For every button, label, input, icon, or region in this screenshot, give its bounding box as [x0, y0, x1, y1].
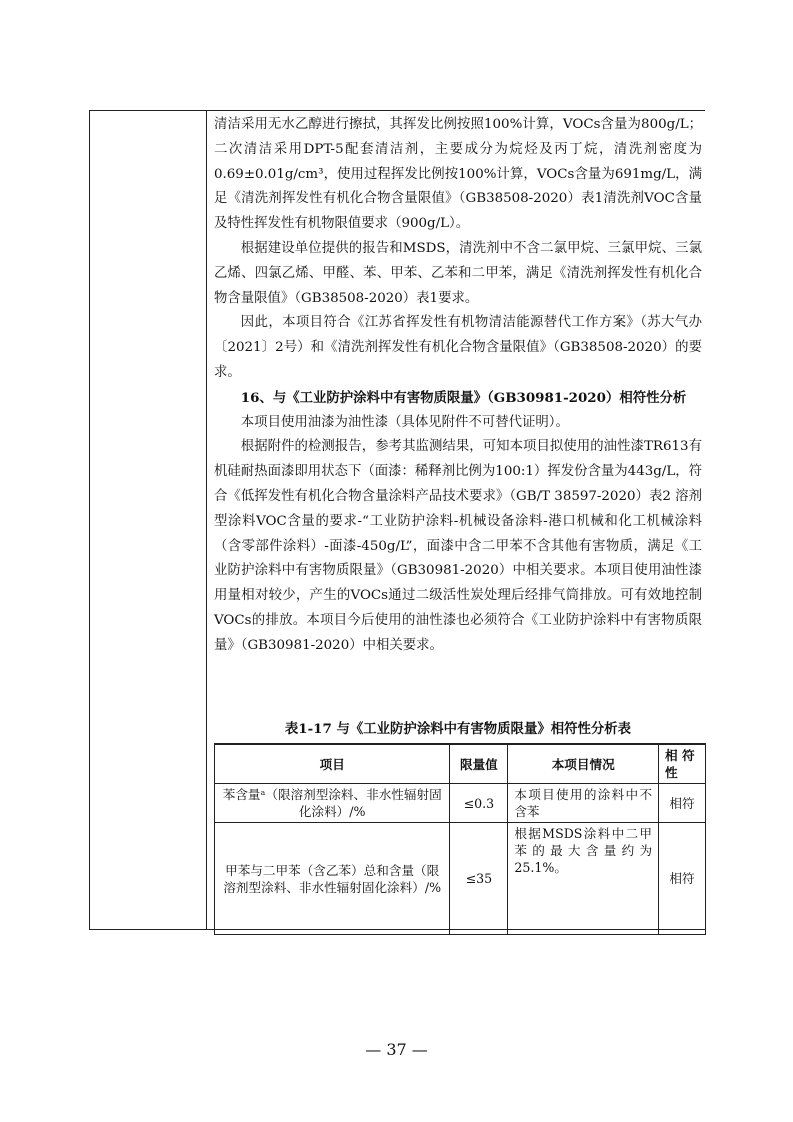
- paragraph-4: 本项目使用油漆为油性漆（具体见附件不可替代证明）。: [240, 414, 569, 430]
- cell-item: 甲苯与二甲苯（含乙苯）总和含量（限溶剂型涂料、非水性辐射固化涂料）/%: [215, 823, 450, 935]
- paragraph-2: 根据建设单位提供的报告和MSDS，清洗剂中不含二氯甲烷、三氯甲烷、三氯乙烯、四氯乙烯、甲醛、苯、甲苯、乙苯和二甲苯，满足《清洗剂挥发性有机化合物含量限值》（GB38508-2020）表1要求。: [214, 240, 702, 306]
- cell-situation: 本项目使用的涂料中不含苯: [508, 784, 659, 823]
- header-situation: 本项目情况: [508, 744, 659, 784]
- compliance-table: [214, 743, 706, 935]
- table-row: [215, 784, 706, 823]
- header-limit: 限量值: [450, 744, 508, 784]
- page-number: — 37 —: [365, 1040, 428, 1059]
- cell-limit: ≤0.3: [450, 784, 508, 823]
- header-item: 项目: [215, 744, 450, 784]
- header-conform: 相 符性: [659, 744, 706, 784]
- paragraph-3: 因此，本项目符合《江苏省挥发性有机物清洁能源替代工作方案》（苏大气办〔2021〕2号）和《清洗剂挥发性有机化合物含量限值》（GB38508-2020）的要求。: [214, 315, 702, 380]
- table-header-row: [215, 744, 706, 784]
- cell-conform: 相符: [659, 784, 706, 823]
- cell-limit: ≤35: [450, 823, 508, 935]
- cell-conform: 相符: [659, 823, 706, 935]
- paragraph-1: 清洁采用无水乙醇进行擦拭，其挥发比例按照100%计算，VOCs含量为800g/L；二次清洁采用DPT-5配套清洁剂，主要成分为烷烃及丙丁烷，清洗剂密度为0.69±0.01g/cm³，使用过程挥发比例按100%计算，VOCs含量为691mg/L，满足《清洗剂挥发性有机化合物含量限值》（GB38508-2020）表1清洗剂VOC含量及特性挥发性有机物限值要求（900g/L）。: [214, 117, 702, 232]
- paragraph-5: 根据附件的检测报告，参考其监测结果，可知本项目拟使用的油性漆TR613有机硅耐热面漆即用状态下（面漆：稀释剂比例为100:1）挥发份含量为443g/L，符合《低挥发性有机化合物含量涂料产品技术要求》（GB/T 38597-2020）表2 溶剂型涂料VOC含量的要求-“工业防护涂料-机械设备涂料-港口机械和化工机械涂料（含零部件涂料）-面漆-450g/L”，面漆中含二甲苯不含其他有害物质，满足《工业防护涂料中有害物质限量》（GB30981-2020）中相关要求。本项目使用油性漆用量相对较少，产生的VOCs通过二级活性炭处理后经排气筒排放。可有效地控制VOCs的排放。本项目今后使用的油性漆也必须符合《工业防护涂料中有害物质限量》（GB30981-2020）中相关要求。: [214, 439, 702, 653]
- cell-item: 苯含量ᵃ（限溶剂型涂料、非水性辐射固化涂料）/%: [215, 784, 450, 823]
- form-frame: [89, 110, 705, 930]
- table-row: [215, 823, 706, 935]
- content-cell: [214, 113, 702, 895]
- cell-situation: 根据MSDS涂料中二甲苯的最大含量约为25.1%。: [508, 823, 659, 935]
- table-caption: 表1-17 与《工业防护涂料中有害物质限量》相符性分析表: [284, 721, 632, 737]
- column-divider: [206, 111, 207, 929]
- section-heading: 16、与《工业防护涂料中有害物质限量》（GB30981-2020）相符性分析: [240, 389, 687, 406]
